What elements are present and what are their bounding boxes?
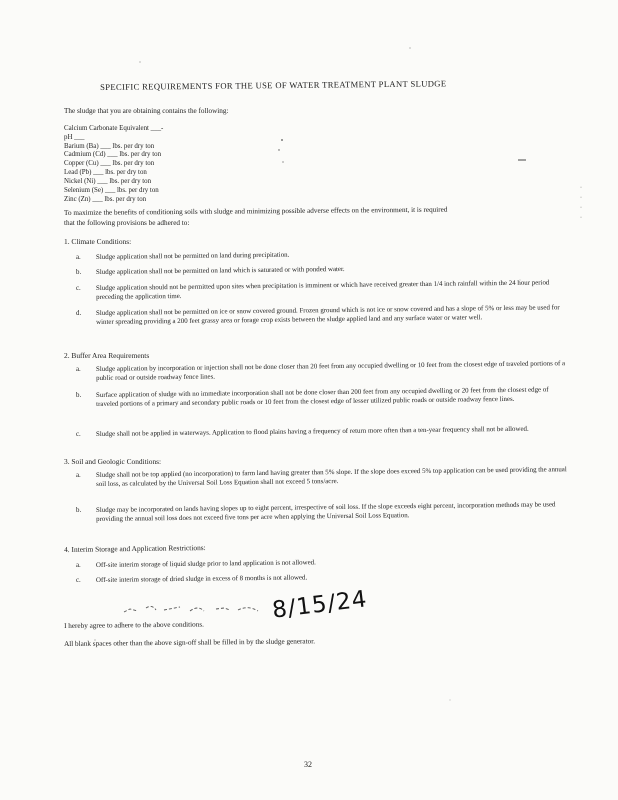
- climate-item-a: [76, 251, 568, 263]
- intro-text: The sludge that you are obtaining contains the following:: [64, 107, 229, 115]
- item-text: Sludge application shall not be permitted on ice or snow covered ground. Frozen ground which is not ice or snow covered and has a slope of 5% or less may be used for winter spreading providing a 200 feet grassy area or forage crop exists between the sludge applied land and any surface water or water well.: [96, 304, 560, 326]
- item-letter: b.: [76, 392, 82, 399]
- margin-marks: · · · ·: [580, 185, 582, 221]
- item-letter: d.: [76, 310, 82, 317]
- signature-scribble: [120, 598, 270, 618]
- constituent-calcium: Calcium Carbonate Equivalent ___-: [64, 125, 164, 132]
- section-soil-heading: 3. Soil and Geologic Conditions:: [64, 457, 162, 466]
- constituent-zinc: Zinc (Zn) ___ lbs. per dry ton: [64, 196, 147, 203]
- page-number: 32: [304, 760, 312, 769]
- interim-item-a: [76, 559, 568, 571]
- purpose-line-1: To maximize the benefits of conditioning soils with sludge and minimizing possible adverse effects on the environment, it is required: [64, 205, 448, 217]
- item-text: Sludge may be incorporated on lands having slopes up to eight percent, irrespective of soil loss. If the slope exceeds eight percent, incorporation methods may be used providing the annual soil loss does not exceed five tons per acre when applying the Universal Soil Loss Equation.: [96, 501, 556, 523]
- constituent-barium: Barium (Ba) ___ lbs. per dry ton: [64, 143, 155, 150]
- item-text: Off-site interim storage of liquid sludge prior to land application is not allowed.: [96, 559, 316, 569]
- soil-item-b: [76, 501, 568, 524]
- interim-item-c: [76, 574, 568, 586]
- item-letter: a.: [76, 472, 81, 479]
- item-letter: a.: [76, 366, 81, 373]
- item-text: Sludge application shall not be permitted on land which is saturated or with ponded water.: [96, 265, 345, 276]
- footnote: All blank spaces other than the above sign-off shall be filled in by the sludge generator.: [64, 637, 316, 648]
- buffer-item-a: [76, 360, 568, 383]
- item-letter: a.: [76, 562, 81, 569]
- climate-item-d: [76, 304, 568, 327]
- item-letter: c.: [76, 431, 81, 438]
- item-letter: b.: [76, 507, 82, 514]
- constituent-selenium: Selenium (Se) ___ lbs. per dry ton: [64, 187, 159, 194]
- constituent-ph: pH ___: [64, 134, 85, 141]
- constituent-lead: Lead (Pb) ___ lbs. per dry ton: [64, 169, 147, 176]
- constituent-cadmium: Cadmium (Cd) ___ lbs. per dry ton: [64, 151, 162, 158]
- soil-item-a: [76, 466, 568, 489]
- section-buffer-heading: 2. Buffer Area Requirements: [64, 351, 150, 360]
- item-letter: c.: [76, 285, 81, 292]
- signature-date: 8/15/24: [270, 586, 369, 624]
- climate-item-c: [76, 279, 568, 302]
- item-text: Sludge application should not be permitted upon sites when precipitation is imminent or which have received greater than 1/4 inch rainfall within the 24 hour period preceding the application time.: [96, 279, 550, 301]
- item-text: Surface application of sludge with no immediate incorporation shall not be done closer than 200 feet from any occupied dwelling or 20 feet from the closest edge of traveled portions of a primary and secondary public roads or 10 feet from the closest edge of lesser utilized public roads or outside roadway fence lines.: [96, 386, 549, 408]
- buffer-item-c: [76, 425, 568, 440]
- purpose-line-2: that the following provisions be adhered to:: [64, 219, 190, 227]
- climate-item-b: [76, 265, 568, 278]
- item-text: Sludge shall not be applied in waterways. Application to flood plains having a frequency of return more often than a ten-year frequency shall not be allowed.: [96, 425, 529, 438]
- buffer-item-b: [76, 386, 568, 409]
- section-climate-heading: 1. Climate Conditions:: [64, 237, 132, 246]
- constituent-copper: Copper (Cu) ___ lbs. per dry ton: [64, 160, 155, 167]
- item-text: Off-site interim storage of dried sludge in excess of 8 months is not allowed.: [96, 574, 308, 584]
- document-title: SPECIFIC REQUIREMENTS FOR THE USE OF WATER TREATMENT PLANT SLUDGE: [100, 78, 447, 92]
- item-letter: b.: [76, 269, 82, 276]
- item-text: Sludge shall not be top applied (no incorporation) to farm land having greater than 5% slope. If the slope does exceed 5% top application can be used providing the annual soil loss, as calculated by the Universal Soil Loss Equation shall not exceed 5 tons/acre.: [96, 466, 567, 488]
- section-interim-heading: 4. Interim Storage and Application Restrictions:: [64, 543, 206, 554]
- item-letter: a.: [76, 254, 81, 261]
- constituent-nickel: Nickel (Ni) ___ lbs. per dry ton: [64, 178, 152, 185]
- item-text: Sludge application shall not be permitted on land during precipitation.: [96, 251, 290, 261]
- item-text: Sludge application by incorporation or injection shall not be done closer than 20 feet from any occupied dwelling or 10 feet from the closest edge of traveled portions of a public road or outside roadway fence lines.: [96, 360, 566, 382]
- agreement-statement: I hereby agree to adhere to the above conditions.: [64, 620, 204, 630]
- item-letter: c.: [76, 577, 81, 584]
